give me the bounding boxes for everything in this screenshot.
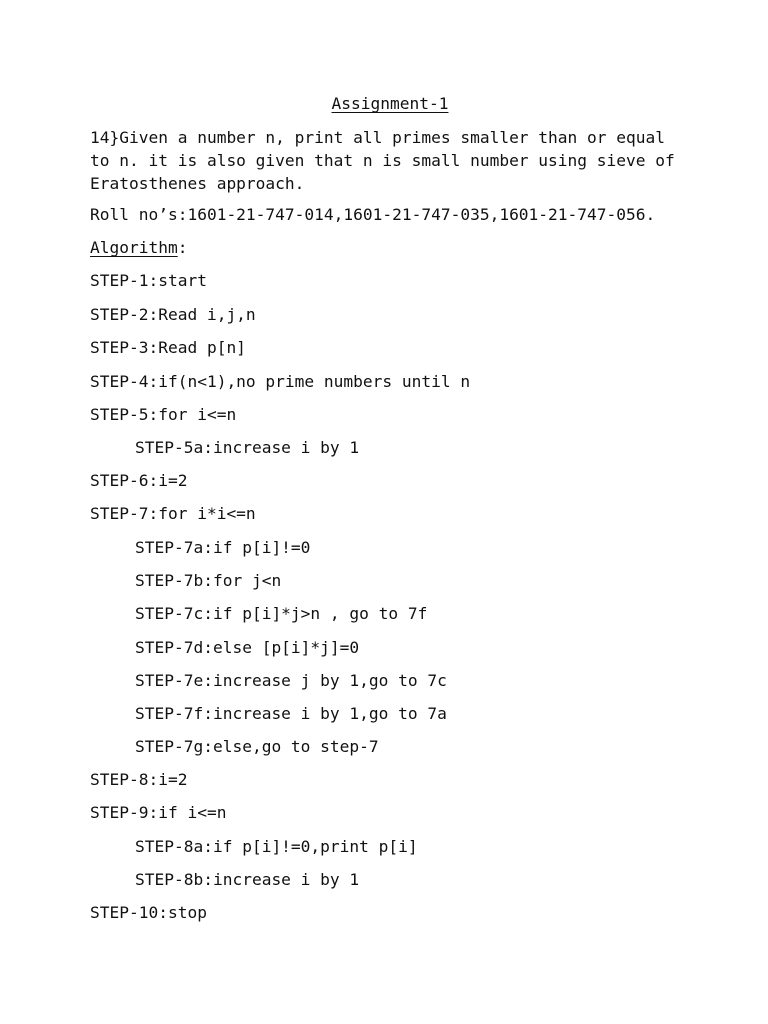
step-8b: STEP-8b:increase i by 1 (135, 870, 360, 889)
step-7: STEP-7:for i*i<=n (90, 504, 256, 523)
algorithm-heading (90, 238, 187, 258)
step-1: STEP-1:start (90, 271, 207, 290)
step-7g: STEP-7g:else,go to step-7 (135, 737, 379, 756)
step-9: STEP-9:if i<=n (90, 803, 227, 822)
step-7d: STEP-7d:else [p[i]*j]=0 (135, 638, 360, 657)
roll-numbers: Roll no’s:1601-21-747-014,1601-21-747-035,1601-21-747-056. (90, 205, 656, 224)
step-8: STEP-8:i=2 (90, 770, 188, 789)
step-7a: STEP-7a:if p[i]!=0 (135, 538, 311, 557)
step-7c: STEP-7c:if p[i]*j>n , go to 7f (135, 604, 428, 623)
step-2: STEP-2:Read i,j,n (90, 305, 256, 324)
step-3: STEP-3:Read p[n] (90, 338, 246, 357)
step-5a: STEP-5a:increase i by 1 (135, 438, 360, 457)
algorithm-heading-colon: : (177, 238, 188, 257)
step-7f: STEP-7f:increase i by 1,go to 7a (135, 704, 447, 723)
question-text: 14}Given a number n, print all primes smaller than or equal to n. it is also given that n is small number using sieve of Eratosthenes approach. (90, 128, 685, 193)
step-5: STEP-5:for i<=n (90, 405, 237, 424)
algorithm-heading-label: Algorithm (90, 238, 178, 257)
step-7b: STEP-7b:for j<n (135, 571, 282, 590)
step-7e: STEP-7e:increase j by 1,go to 7c (135, 671, 447, 690)
step-4: STEP-4:if(n<1),no prime numbers until n (90, 372, 471, 391)
step-10: STEP-10:stop (90, 903, 207, 922)
step-6: STEP-6:i=2 (90, 471, 188, 490)
document-title: Assignment-1 (331, 94, 449, 113)
step-8a: STEP-8a:if p[i]!=0,print p[i] (135, 837, 418, 856)
